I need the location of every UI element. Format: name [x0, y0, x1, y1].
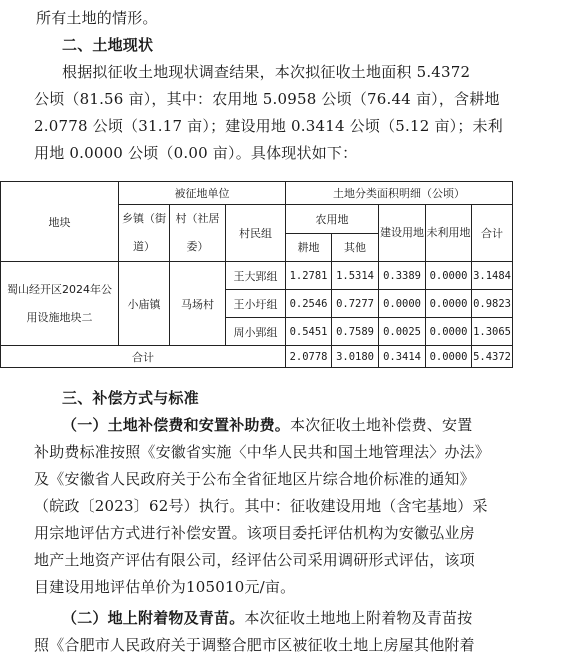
cell-group: 王小圩组: [226, 290, 286, 318]
cell-group: 周小郢组: [226, 318, 286, 346]
paragraph-line: 用地 0.0000 公顷（0.00 亩）。具体现状如下：: [34, 144, 358, 162]
cell-sum-label: 合计: [1, 346, 286, 368]
cell-block-name: 蜀山经开区2024年公用设施地块二: [1, 262, 119, 346]
paragraph-line: 根据拟征收土地现状调查结果，本次拟征收土地面积 5.4372: [62, 63, 471, 81]
section-heading-compensation: 三、补偿方式与标准: [62, 389, 199, 407]
paragraph-line: 及《安徽省人民政府关于公布全省征地区片综合地价标准的通知》: [34, 470, 475, 488]
cell-sum-arable: 2.0778: [286, 346, 332, 368]
cell-total: 3.1484: [472, 262, 513, 290]
paragraph-line: 所有土地的情形。: [36, 9, 158, 27]
cell-other: 0.7589: [332, 318, 379, 346]
cell-construction: 0.3389: [379, 262, 426, 290]
paragraph-line: [62, 608, 566, 628]
cell-construction: 0.0000: [379, 290, 426, 318]
header-cell-land-class: 土地分类面积明细（公顷）: [286, 182, 513, 205]
header-cell-village: 村（社居委）: [170, 205, 226, 262]
paragraph-line: 目建设用地评估单价为105010元/亩。: [34, 578, 296, 596]
cell-village: 马场村: [170, 262, 226, 346]
header-cell-group: 村民组: [226, 205, 286, 262]
header-cell-arable: 耕地: [286, 233, 332, 262]
header-cell-total: 合计: [472, 205, 513, 262]
paragraph-line: 照《合肥市人民政府关于调整合肥市区被征收土地上房屋其他附着: [34, 636, 475, 654]
paragraph-line: [62, 415, 566, 435]
cell-unused: 0.0000: [426, 290, 472, 318]
cell-total: 1.3065: [472, 318, 513, 346]
table-total-row: [1, 346, 513, 368]
cell-other: 0.7277: [332, 290, 379, 318]
cell-sum-unused: 0.0000: [426, 346, 472, 368]
cell-arable: 0.2546: [286, 290, 332, 318]
cell-other: 1.5314: [332, 262, 379, 290]
cell-construction: 0.0025: [379, 318, 426, 346]
subsection-heading: （一）土地补偿费和安置补助费。: [62, 416, 291, 434]
paragraph-line: 地产土地资产评估有限公司，经评估公司采用调研形式评估，该项: [34, 551, 475, 569]
header-cell-town: 乡镇（街道）: [119, 205, 170, 262]
cell-arable: 0.5451: [286, 318, 332, 346]
cell-unused: 0.0000: [426, 318, 472, 346]
header-cell-unit: 被征地单位: [119, 182, 286, 205]
paragraph-line: 用宗地评估方式进行补偿安置。该项目委托评估机构为安徽弘业房: [34, 524, 475, 542]
cell-sum-construction: 0.3414: [379, 346, 426, 368]
cell-town: 小庙镇: [119, 262, 170, 346]
header-cell-agricultural: 农用地: [286, 205, 379, 234]
cell-total: 0.9823: [472, 290, 513, 318]
land-status-table: [0, 181, 513, 368]
paragraph-line: （皖政〔2023〕62号）执行。其中：征收建设用地（含宅基地）采: [34, 497, 488, 515]
cell-sum-other: 3.0180: [332, 346, 379, 368]
section-heading-land-status: 二、土地现状: [62, 36, 154, 54]
header-cell-construction: 建设用地: [379, 205, 426, 262]
paragraph-line: 补助费标准按照《安徽省实施〈中华人民共和国土地管理法〉办法》: [34, 443, 491, 461]
header-cell-unused: 未利用地: [426, 205, 472, 262]
cell-sum-total: 5.4372: [472, 346, 513, 368]
cell-unused: 0.0000: [426, 262, 472, 290]
subsection-heading: （二）地上附着物及青苗。: [62, 609, 245, 627]
paragraph-text: 本次征收土地补偿费、安置: [290, 416, 473, 434]
paragraph-text: 本次征收土地地上附着物及青苗按: [244, 609, 473, 627]
cell-group: 王大郢组: [226, 262, 286, 290]
table-row: [1, 262, 513, 290]
table-header-row: [1, 182, 513, 205]
paragraph-line: 公顷（81.56 亩），其中：农用地 5.0958 公顷（76.44 亩），含耕地: [34, 90, 500, 108]
cell-arable: 1.2781: [286, 262, 332, 290]
paragraph-line: 2.0778 公顷（31.17 亩）；建设用地 0.3414 公顷（5.12 亩）；未利: [34, 117, 503, 135]
header-cell-other: 其他: [332, 233, 379, 262]
header-cell-block: 地块: [1, 182, 119, 262]
